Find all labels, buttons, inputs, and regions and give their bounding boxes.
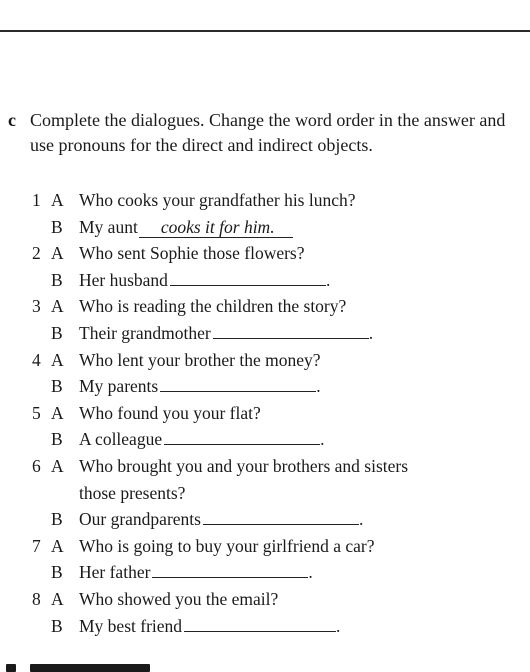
- answer-line: [79, 267, 330, 294]
- item-number: 3: [32, 296, 41, 317]
- answer-line: [79, 214, 293, 241]
- speaker-a: A: [51, 190, 64, 210]
- cut-off-next-heading: [0, 660, 530, 672]
- answer-subject: Their grandmother: [79, 322, 211, 343]
- dialogue-2-b: [0, 267, 530, 294]
- item-number: 5: [32, 402, 41, 423]
- question-text: Who showed you the email?: [79, 588, 279, 609]
- dialogue-2-a: [0, 240, 530, 267]
- answer-subject: Our grandparents: [79, 509, 201, 530]
- answer-period: .: [358, 509, 364, 530]
- dialogue-6-a: [0, 453, 530, 480]
- answer-blank[interactable]: [203, 506, 359, 525]
- speaker-b: B: [51, 615, 63, 636]
- dialogue-8-a: [0, 586, 530, 613]
- dialogue-3-b: [0, 320, 530, 347]
- speaker-a: A: [51, 296, 64, 317]
- dialogue-7-a: [0, 533, 530, 560]
- speaker-a: A: [51, 402, 64, 423]
- question-text: Who brought you and your brothers and sisters: [79, 455, 409, 476]
- answer-subject: Her father: [79, 562, 151, 583]
- dialogue-list: [0, 187, 530, 639]
- speaker-a: A: [51, 535, 64, 556]
- answer-period: .: [325, 269, 331, 290]
- question-text: Who is reading the children the story?: [79, 296, 347, 317]
- dialogue-7-b: [0, 559, 530, 586]
- answer-subject: My aunt: [79, 216, 138, 237]
- answer-blank[interactable]: [170, 267, 326, 286]
- speaker-b: B: [51, 376, 63, 397]
- answer-period: .: [308, 562, 313, 583]
- question-text: Who cooks your grandfather his lunch?: [79, 190, 356, 210]
- dialogue-5-a: [0, 400, 530, 427]
- speaker-b: B: [51, 269, 63, 290]
- speaker-b: B: [51, 562, 63, 583]
- question-text-continued: those presents?: [79, 482, 186, 503]
- answer-blank[interactable]: [184, 613, 336, 632]
- dialogue-1-b: [0, 214, 530, 241]
- speaker-a: A: [51, 349, 64, 370]
- answer-subject: Her husband: [79, 269, 168, 290]
- answer-period: .: [336, 615, 341, 636]
- dialogue-5-b: [0, 426, 530, 453]
- answer-line: [79, 613, 340, 640]
- answer-period: .: [316, 376, 321, 397]
- question-text: Who found you your flat?: [79, 402, 261, 423]
- speaker-b: B: [51, 429, 63, 450]
- item-number: 8: [32, 588, 41, 609]
- speaker-b: B: [51, 509, 63, 530]
- example-answer: cooks it for him.: [139, 217, 293, 238]
- answer-blank[interactable]: [164, 426, 320, 445]
- dialogue-6-a-continued: [0, 480, 530, 507]
- item-number: 4: [32, 349, 41, 370]
- question-text: Who sent Sophie those flowers?: [79, 243, 305, 264]
- speaker-a: A: [51, 455, 64, 476]
- speaker-b: B: [51, 322, 63, 343]
- dialogue-1-a: [0, 187, 530, 214]
- answer-subject: My best friend: [79, 615, 183, 636]
- answer-line: [79, 373, 321, 400]
- answer-period: .: [368, 322, 374, 343]
- answer-blank[interactable]: [152, 559, 308, 578]
- speaker-b: B: [51, 216, 63, 237]
- answer-line: [79, 320, 373, 347]
- dialogue-4-b: [0, 373, 530, 400]
- answer-blank[interactable]: [213, 320, 369, 339]
- dialogue-8-b: [0, 613, 530, 640]
- top-rule: [0, 30, 530, 32]
- exercise-letter: c: [8, 110, 16, 130]
- exercise-instruction: Complete the dialogues. Change the word order in the answer and use pronouns for the direct and indirect objects.: [30, 110, 506, 155]
- question-text: Who lent your brother the money?: [79, 349, 321, 370]
- answer-line: [79, 426, 324, 453]
- item-number: 7: [32, 535, 41, 556]
- answer-line: [79, 559, 313, 586]
- question-text: Who is going to buy your girlfriend a car?: [79, 535, 375, 556]
- answer-subject: My parents: [79, 376, 159, 397]
- answer-line: [79, 506, 363, 533]
- item-number: 2: [32, 243, 41, 264]
- speaker-a: A: [51, 588, 64, 609]
- answer-period: .: [320, 429, 325, 450]
- dialogue-4-a: [0, 347, 530, 374]
- dialogue-3-a: [0, 293, 530, 320]
- dialogue-6-b: [0, 506, 530, 533]
- answer-subject: A colleague: [79, 429, 163, 450]
- answer-blank[interactable]: [160, 373, 316, 392]
- speaker-a: A: [51, 243, 64, 264]
- item-number: 1: [32, 190, 41, 210]
- item-number: 6: [32, 455, 41, 476]
